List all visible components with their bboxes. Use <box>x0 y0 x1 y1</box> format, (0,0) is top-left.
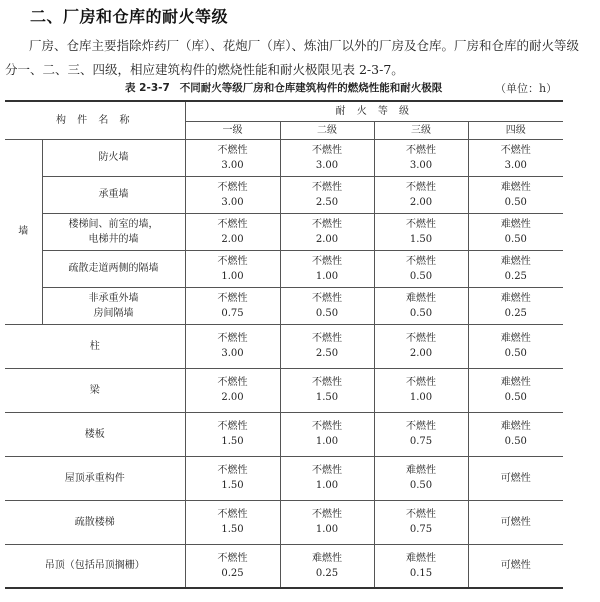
fire-limit-hours: 0.50 <box>504 348 527 359</box>
combustibility: 不燃性 <box>217 552 248 564</box>
fire-limit-hours: 0.50 <box>504 436 527 447</box>
fire-limit-hours: 1.00 <box>221 270 244 282</box>
combustibility: 不燃性 <box>500 144 531 156</box>
combustibility: 不燃性 <box>406 144 437 156</box>
grade-cell <box>280 412 374 456</box>
fire-limit-hours: 3.00 <box>221 196 244 208</box>
grade-cell <box>374 176 468 213</box>
combustibility: 难燃性 <box>406 552 437 564</box>
grade-cell <box>185 456 280 500</box>
grade-cell <box>185 544 280 588</box>
grade-cell <box>185 287 280 324</box>
header-fire-grade: 耐 火 等 级 <box>185 101 563 121</box>
fire-limit-hours: 0.50 <box>409 480 433 491</box>
fire-limit-hours: 0.25 <box>221 567 244 579</box>
combustibility: 不燃性 <box>312 465 343 476</box>
combustibility: 不燃性 <box>217 421 248 432</box>
combustibility: 难燃性 <box>406 292 437 304</box>
wall-group-label: 墙 <box>5 139 42 324</box>
grade-cell <box>280 287 374 324</box>
combustibility: 不燃性 <box>217 255 248 267</box>
table-row <box>5 456 563 500</box>
grade-cell <box>185 213 280 250</box>
component-name: 柱 <box>5 324 185 368</box>
combustibility: 不燃性 <box>312 292 343 304</box>
combustibility: 不燃性 <box>312 181 343 193</box>
fire-limit-hours: 1.50 <box>221 480 244 491</box>
fire-limit-hours: 3.00 <box>221 159 244 171</box>
component-name: 防火墙 <box>42 139 185 176</box>
grade-cell <box>468 500 563 544</box>
combustibility: 不燃性 <box>406 218 437 230</box>
table-unit: （单位：h） <box>495 82 558 95</box>
fire-limit-hours: 2.50 <box>315 196 339 208</box>
grade-cell <box>468 139 563 176</box>
fire-limit-hours: 0.50 <box>504 392 527 403</box>
grade-cell <box>374 500 468 544</box>
combustibility: 不燃性 <box>217 218 248 230</box>
combustibility: 不燃性 <box>217 465 248 476</box>
grade-cell <box>468 176 563 213</box>
grade-cell <box>280 139 374 176</box>
table-row <box>5 500 563 544</box>
fire-limit-hours: 1.00 <box>315 524 339 535</box>
combustibility: 难燃性 <box>406 465 437 476</box>
grade-cell <box>468 456 563 500</box>
grade-cell <box>374 250 468 287</box>
fire-limit-hours: 0.50 <box>504 196 527 208</box>
combustibility: 不燃性 <box>406 509 437 520</box>
combustibility: 不燃性 <box>406 333 437 344</box>
fire-limit-hours: 2.00 <box>409 196 433 208</box>
grade-cell <box>185 324 280 368</box>
grade-cell <box>468 250 563 287</box>
combustibility: 不燃性 <box>217 181 248 193</box>
combustibility: 不燃性 <box>217 144 248 156</box>
section-heading: 二、厂房和仓库的耐火等级 <box>30 7 229 26</box>
fire-limit-hours: 1.50 <box>221 524 244 535</box>
combustibility: 不燃性 <box>406 421 437 432</box>
grade-cell <box>185 250 280 287</box>
grade-cell <box>280 500 374 544</box>
grade-cell <box>185 139 280 176</box>
fire-limit-hours: 3.00 <box>409 159 433 171</box>
intro-paragraph: 厂房、仓库主要指除炸药厂（库）、花炮厂（库）、炼油厂以外的厂房及仓库。厂房和仓库的耐火等级分一、二、三、四级，相应建筑构件的燃烧性能和耐火极限见表 2-3-7。 <box>5 38 580 77</box>
table-number: 表 2-3-7 <box>125 82 170 94</box>
fire-limit-hours: 2.50 <box>315 348 339 359</box>
fire-limit-hours: 2.00 <box>315 233 339 245</box>
combustibility: 不燃性 <box>217 377 248 388</box>
grade-cell <box>374 412 468 456</box>
combustibility: 不燃性 <box>312 144 343 156</box>
fire-limit-hours: 0.50 <box>409 307 433 319</box>
combustibility: 可燃性 <box>500 560 531 572</box>
combustibility: 难燃性 <box>500 333 531 344</box>
component-name: 疏散楼梯 <box>5 500 185 544</box>
component-name: 梁 <box>5 368 185 412</box>
component-name: 非承重外墙 房间隔墙 <box>42 287 185 324</box>
fire-limit-hours: 0.15 <box>409 567 433 579</box>
combustibility: 难燃性 <box>500 181 531 193</box>
fire-limit-hours: 0.50 <box>504 233 527 245</box>
grade-cell <box>374 368 468 412</box>
table-row <box>5 544 563 588</box>
grade-cell <box>374 287 468 324</box>
header-grade-1: 一级 <box>185 121 280 139</box>
table-row <box>5 324 563 368</box>
combustibility: 不燃性 <box>312 218 343 230</box>
fire-limit-hours: 1.50 <box>315 392 339 403</box>
fire-limit-hours: 2.00 <box>221 392 244 403</box>
combustibility: 不燃性 <box>312 333 343 344</box>
combustibility: 可燃性 <box>500 516 531 528</box>
grade-cell <box>374 139 468 176</box>
grade-cell <box>468 213 563 250</box>
table-row <box>5 368 563 412</box>
component-name: 吊顶（包括吊顶搁栅） <box>5 544 185 588</box>
table-title: 不同耐火等级厂房和仓库建筑构件的燃烧性能和耐火极限 <box>179 82 443 94</box>
combustibility: 可燃性 <box>500 472 531 484</box>
table-row <box>5 250 563 287</box>
fire-limit-hours: 1.50 <box>409 233 433 245</box>
combustibility: 难燃性 <box>312 552 343 564</box>
component-name: 承重墙 <box>42 176 185 213</box>
header-grade-3: 三级 <box>374 121 468 139</box>
grade-cell <box>185 500 280 544</box>
grade-cell <box>468 412 563 456</box>
combustibility: 不燃性 <box>217 509 248 520</box>
fire-limit-hours: 1.00 <box>315 480 339 491</box>
combustibility: 不燃性 <box>312 255 343 267</box>
fire-limit-hours: 2.00 <box>221 233 244 245</box>
grade-cell <box>280 250 374 287</box>
fire-limit-hours: 0.25 <box>315 567 339 579</box>
grade-cell <box>468 368 563 412</box>
table-row <box>5 139 563 176</box>
combustibility: 不燃性 <box>312 377 343 388</box>
grade-cell <box>280 544 374 588</box>
header-component-name: 构 件 名 称 <box>5 101 185 139</box>
combustibility: 不燃性 <box>406 377 437 388</box>
combustibility: 不燃性 <box>312 421 343 432</box>
table-caption <box>125 80 442 95</box>
combustibility: 难燃性 <box>500 255 531 267</box>
grade-cell <box>185 412 280 456</box>
combustibility: 不燃性 <box>406 255 437 267</box>
combustibility: 难燃性 <box>500 292 531 304</box>
grade-cell <box>374 544 468 588</box>
fire-limit-hours: 3.00 <box>315 159 339 171</box>
header-grade-4: 四级 <box>468 121 563 139</box>
grade-cell <box>280 324 374 368</box>
fire-limit-hours: 3.00 <box>221 348 244 359</box>
fire-limit-hours: 0.25 <box>504 307 527 319</box>
table-row <box>5 287 563 324</box>
grade-cell <box>280 456 374 500</box>
fire-limit-hours: 2.00 <box>409 348 433 359</box>
grade-cell <box>280 176 374 213</box>
grade-cell <box>374 456 468 500</box>
combustibility: 不燃性 <box>312 509 343 520</box>
fire-limit-hours: 0.25 <box>504 270 527 282</box>
grade-cell <box>185 368 280 412</box>
fire-limit-hours: 0.50 <box>315 307 339 319</box>
grade-cell <box>280 368 374 412</box>
fire-limit-hours: 1.00 <box>315 436 339 447</box>
component-name: 屋顶承重构件 <box>5 456 185 500</box>
grade-cell <box>468 324 563 368</box>
fire-limit-hours: 0.75 <box>409 524 433 535</box>
table-body <box>5 139 563 588</box>
fire-limit-hours: 1.00 <box>315 270 339 282</box>
table-row <box>5 213 563 250</box>
fire-limit-hours: 1.00 <box>409 392 433 403</box>
table-row <box>5 176 563 213</box>
combustibility: 难燃性 <box>500 377 531 388</box>
table-row <box>5 412 563 456</box>
grade-cell <box>185 176 280 213</box>
fire-limit-hours: 3.00 <box>504 159 527 171</box>
combustibility: 不燃性 <box>406 181 437 193</box>
fire-limit-hours: 1.50 <box>221 436 244 447</box>
grade-cell <box>468 287 563 324</box>
combustibility: 不燃性 <box>217 333 248 344</box>
combustibility: 难燃性 <box>500 421 531 432</box>
component-name: 楼板 <box>5 412 185 456</box>
grade-cell <box>374 324 468 368</box>
combustibility: 不燃性 <box>217 292 248 304</box>
component-name: 疏散走道两侧的隔墙 <box>42 250 185 287</box>
fire-limit-hours: 0.50 <box>409 270 433 282</box>
combustibility: 难燃性 <box>500 218 531 230</box>
fire-limit-hours: 0.75 <box>409 436 433 447</box>
header-grade-2: 二级 <box>280 121 374 139</box>
component-name: 楼梯间、前室的墙， 电梯井的墙 <box>42 213 185 250</box>
fire-resistance-table <box>5 100 563 589</box>
grade-cell <box>468 544 563 588</box>
fire-limit-hours: 0.75 <box>221 307 244 319</box>
grade-cell <box>280 213 374 250</box>
grade-cell <box>374 213 468 250</box>
